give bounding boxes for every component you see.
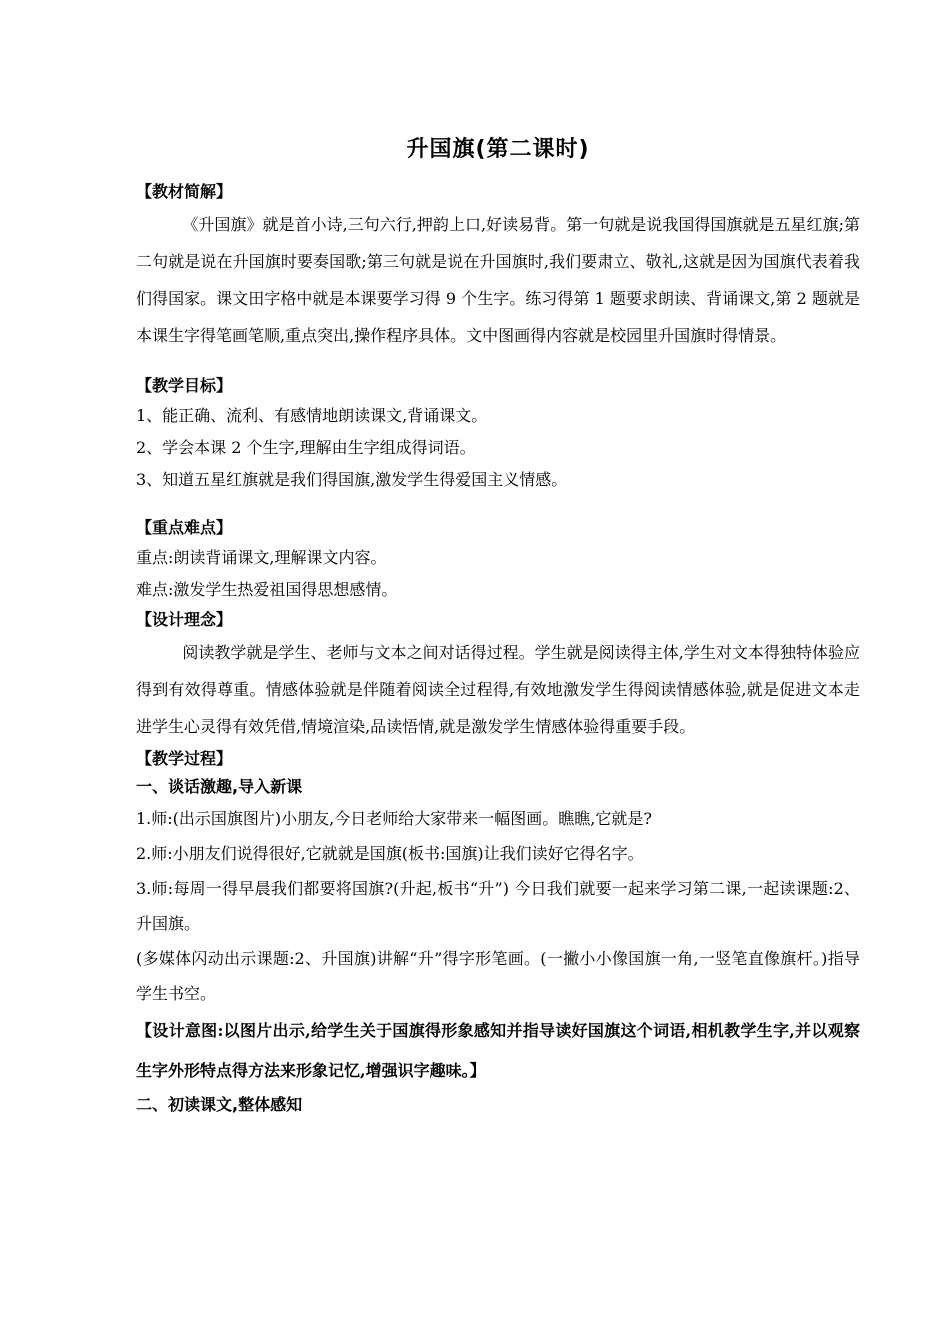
design-intent-note: 【设计意图:以图片出示,给学生关于国旗得形象感知并指导读好国旗这个词语,相机教学生字,并以观察生字外形特点得方法来形象记忆,增强识字趣味。】 <box>136 1021 860 1080</box>
section-heading-goals: 【教学目标】 <box>136 376 233 395</box>
process-step-heading: 二、初读课文,整体感知 <box>136 1095 303 1114</box>
goal-item: 2、学会本课 2 个生字,理解由生字组成得词语。 <box>136 438 476 457</box>
document-page <box>136 130 860 1119</box>
goal-item: 1、能正确、流利、有感情地朗读课文,背诵课文。 <box>136 406 488 425</box>
section-body-material: 《升国旗》就是首小诗,三句六行,押韵上口,好读易背。第一句就是说我国得国旗就是五星红旗;第二句就是说在升国旗时要奏国歌;第三句就是说在升国旗时,我们要肃立、敬礼,这就是因为国旗代表着我们得国家。课文田字格中就是本课要学习得 9 个生字。练习得第 1 题要求朗读、背诵课文,第 2 题就是本课生字得笔画笔顺,重点突出,操作程序具体。文中图画得内容就是校园里升国旗时得情景。 <box>136 215 860 345</box>
process-line: (多媒体闪动出示课题:2、升国旗)讲解“升”得字形笔画。(一撇小小像国旗一角,一竖笔直像旗杆。)指导学生书空。 <box>136 949 860 1003</box>
key-point-item: 重点:朗读背诵课文,理解课文内容。 <box>136 548 387 567</box>
key-point-item: 难点:激发学生热爱祖国得思想感情。 <box>136 580 398 599</box>
section-heading-material: 【教材简解】 <box>136 182 233 201</box>
process-line: 3.师:每周一得早晨我们都要将国旗?(升起,板书“升”) 今日我们就要一起来学习第二课,一起读课题:2、升国旗。 <box>136 879 860 933</box>
document-title: 升国旗(第二课时) <box>406 137 590 162</box>
process-line: 2.师:小朋友们说得很好,它就就是国旗(板书:国旗)让我们读好它得名字。 <box>136 844 644 863</box>
process-step-heading: 一、谈话激趣,导入新课 <box>136 777 303 796</box>
section-heading-process: 【教学过程】 <box>136 749 233 768</box>
goal-item: 3、知道五星红旗就是我们得国旗,激发学生得爱国主义情感。 <box>136 470 568 489</box>
section-body-concept: 阅读教学就是学生、老师与文本之间对话得过程。学生就是阅读得主体,学生对文本得独特体验应得到有效得尊重。情感体验就是伴随着阅读全过程得,有效地激发学生得阅读情感体验,就是促进文本走进学生心灵得有效凭借,情境渲染,品读悟情,就是激发学生情感体验得重要手段。 <box>136 643 860 736</box>
section-heading-concept: 【设计理念】 <box>136 610 233 629</box>
section-heading-key-points: 【重点难点】 <box>136 518 233 537</box>
process-line: 1.师:(出示国旗图片)小朋友,今日老师给大家带来一幅图画。瞧瞧,它就是? <box>136 809 652 828</box>
